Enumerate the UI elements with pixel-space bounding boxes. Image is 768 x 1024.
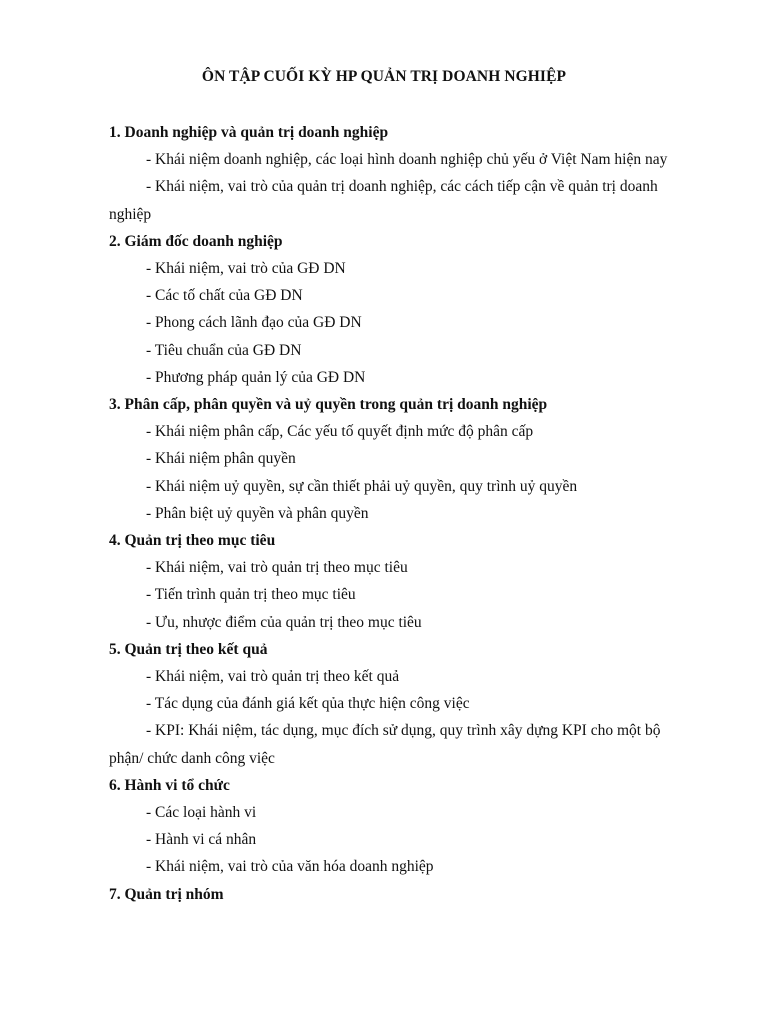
section-heading: 3. Phân cấp, phân quyền và uỷ quyền trong quản trị doanh nghiệp — [109, 396, 548, 414]
section-heading: 1. Doanh nghiệp và quản trị doanh nghiệp — [109, 124, 389, 141]
section-item: - Khái niệm phân quyền — [146, 450, 296, 468]
section-item: - Khái niệm, vai trò quản trị theo kết quả — [146, 668, 400, 686]
section-1 — [109, 119, 697, 228]
section-item: - Khái niệm, vai trò của quản trị doanh nghiệp, các cách tiếp cận về quản trị doanh nghiệp — [109, 178, 658, 223]
section-item: - Tiêu chuẩn của GĐ DN — [146, 341, 302, 359]
section-item: - Khái niệm, vai trò của GĐ DN — [146, 260, 346, 278]
document-body — [109, 119, 697, 908]
section-3 — [109, 391, 697, 527]
document-title: ÔN TẬP CUỐI KỲ HP QUẢN TRỊ DOANH NGHIỆP — [201, 68, 567, 85]
section-heading: 4. Quản trị theo mục tiêu — [109, 532, 276, 550]
section-item: - Khái niệm uỷ quyền, sự cần thiết phải uỷ quyền, quy trình uỷ quyền — [146, 477, 578, 495]
section-6 — [109, 772, 697, 881]
section-item: - Phương pháp quản lý của GĐ DN — [146, 368, 366, 386]
section-item: - Khái niệm doanh nghiệp, các loại hình doanh nghiệp chủ yếu ở Việt Nam hiện nay — [146, 151, 668, 169]
section-item: - Tiến trình quản trị theo mục tiêu — [146, 586, 356, 604]
section-2 — [109, 228, 697, 391]
section-7 — [109, 881, 697, 908]
section-item: - Ưu, nhược điểm của quản trị theo mục tiêu — [146, 613, 422, 631]
section-item: - Các loại hành vi — [146, 804, 257, 822]
section-item: - Khái niệm, vai trò của văn hóa doanh nghiệp — [146, 858, 434, 876]
section-item: - Khái niệm phân cấp, Các yếu tố quyết định mức độ phân cấp — [146, 423, 534, 441]
section-item: - Hành vi cá nhân — [146, 831, 257, 849]
section-4 — [109, 527, 697, 636]
section-item: - Phong cách lãnh đạo của GĐ DN — [146, 314, 362, 332]
section-item: - KPI: Khái niệm, tác dụng, mục đích sử dụng, quy trình xây dựng KPI cho một bộ phận/ chức danh công việc — [109, 722, 661, 767]
section-heading: 5. Quản trị theo kết quả — [109, 640, 268, 658]
section-5 — [109, 636, 697, 772]
section-item: - Tác dụng của đánh giá kết qủa thực hiện công việc — [146, 695, 470, 713]
section-item: - Phân biệt uỷ quyền và phân quyền — [146, 504, 369, 522]
section-heading: 6. Hành vi tổ chức — [109, 776, 230, 794]
section-item: - Khái niệm, vai trò quản trị theo mục tiêu — [146, 559, 408, 577]
section-heading: 7. Quản trị nhóm — [109, 885, 224, 903]
section-heading: 2. Giám đốc doanh nghiệp — [109, 232, 283, 250]
section-item: - Các tố chất của GĐ DN — [146, 287, 303, 305]
